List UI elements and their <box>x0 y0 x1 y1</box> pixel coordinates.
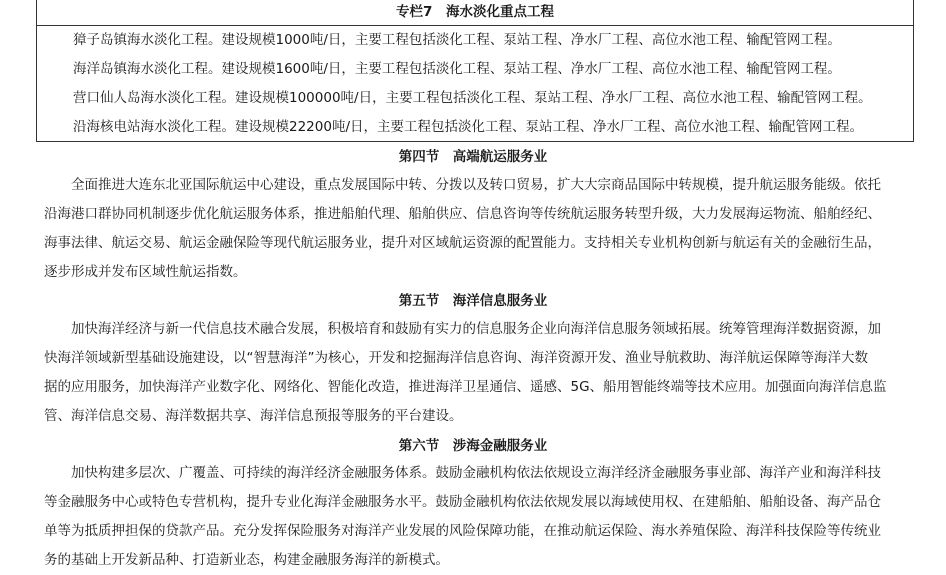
section-title-information: 第五节 海洋信息服务业 <box>398 293 548 309</box>
desalination-projects-box <box>36 0 914 142</box>
box-item-xianrendao: 营口仙人岛海水淡化工程。建设规模100000吨/日，主要工程包括淡化工程、泵站工程、净水厂工程、高位水池工程、输配管网工程。 <box>73 90 872 106</box>
section-body-shipping <box>44 171 914 287</box>
section-body-information <box>44 315 914 431</box>
paragraph-line: 快海洋领域新型基础设施建设，以“智慧海洋”为核心，开发和挖掘海洋信息咨询、海洋资源开发、渔业导航救助、海洋航运保障等海洋大数 <box>44 350 868 366</box>
paragraph-line: 加快构建多层次、广覆盖、可持续的海洋经济金融服务体系。鼓励金融机构依法依规设立海洋经济金融服务事业部、海洋产业和海洋科技 <box>71 465 881 481</box>
paragraph-line: 海事法律、航运交易、航运金融保险等现代航运服务业，提升对区域航运资源的配置能力。支持相关专业机构创新与航运有关的金融衍生品， <box>44 235 881 251</box>
box-item-haiyangdao: 海洋岛镇海水淡化工程。建设规模1600吨/日，主要工程包括淡化工程、泵站工程、净水厂工程、高位水池工程、输配管网工程。 <box>73 61 841 77</box>
paragraph-line: 沿海港口群协同机制逐步优化航运服务体系，推进船舶代理、船舶供应、信息咨询等传统航运服务转型升级，大力发展海运物流、船舶经纪、 <box>44 206 881 222</box>
paragraph-line: 加快海洋经济与新一代信息技术融合发展，积极培育和鼓励有实力的信息服务企业向海洋信息服务领域拓展。统筹管理海洋数据资源，加 <box>71 321 881 337</box>
box-item-nuclear-plant: 沿海核电站海水淡化工程。建设规模22200吨/日，主要工程包括淡化工程、泵站工程、净水厂工程、高位水池工程、输配管网工程。 <box>73 119 863 135</box>
box-title: 专栏7 海水淡化重点工程 <box>37 0 913 26</box>
section-title-finance: 第六节 涉海金融服务业 <box>398 438 548 454</box>
paragraph-line: 逐步形成并发布区域性航运指数。 <box>44 264 247 280</box>
paragraph-line: 务的基础上开发新品种、打造新业态，构建金融服务海洋的新模式。 <box>44 552 449 568</box>
paragraph-line: 据的应用服务，加快海洋产业数字化、网络化、智能化改造，推进海洋卫星通信、遥感、5G、船用智能终端等技术应用。加强面向海洋信息监 <box>44 379 887 395</box>
paragraph-line: 全面推进大连东北亚国际航运中心建设，重点发展国际中转、分拨以及转口贸易，扩大大宗商品国际中转规模，提升航运服务能级。依托 <box>71 177 881 193</box>
paragraph-line: 管、海洋信息交易、海洋数据共享、海洋信息预报等服务的平台建设。 <box>44 408 463 424</box>
paragraph-line: 等金融服务中心或特色专营机构，提升专业化海洋金融服务水平。鼓励金融机构依法依规发展以海域使用权、在建船舶、船舶设备、海产品仓 <box>44 494 881 510</box>
paragraph-line: 单等为抵质押担保的贷款产品。充分发挥保险服务对海洋产业发展的风险保障功能，在推动航运保险、海水养殖保险、海洋科技保险等传统业 <box>44 523 881 539</box>
box-item-zhangzidao: 獐子岛镇海水淡化工程。建设规模1000吨/日，主要工程包括淡化工程、泵站工程、净水厂工程、高位水池工程、输配管网工程。 <box>73 32 841 48</box>
section-body-finance <box>44 459 914 575</box>
section-title-shipping: 第四节 高端航运服务业 <box>398 149 548 165</box>
